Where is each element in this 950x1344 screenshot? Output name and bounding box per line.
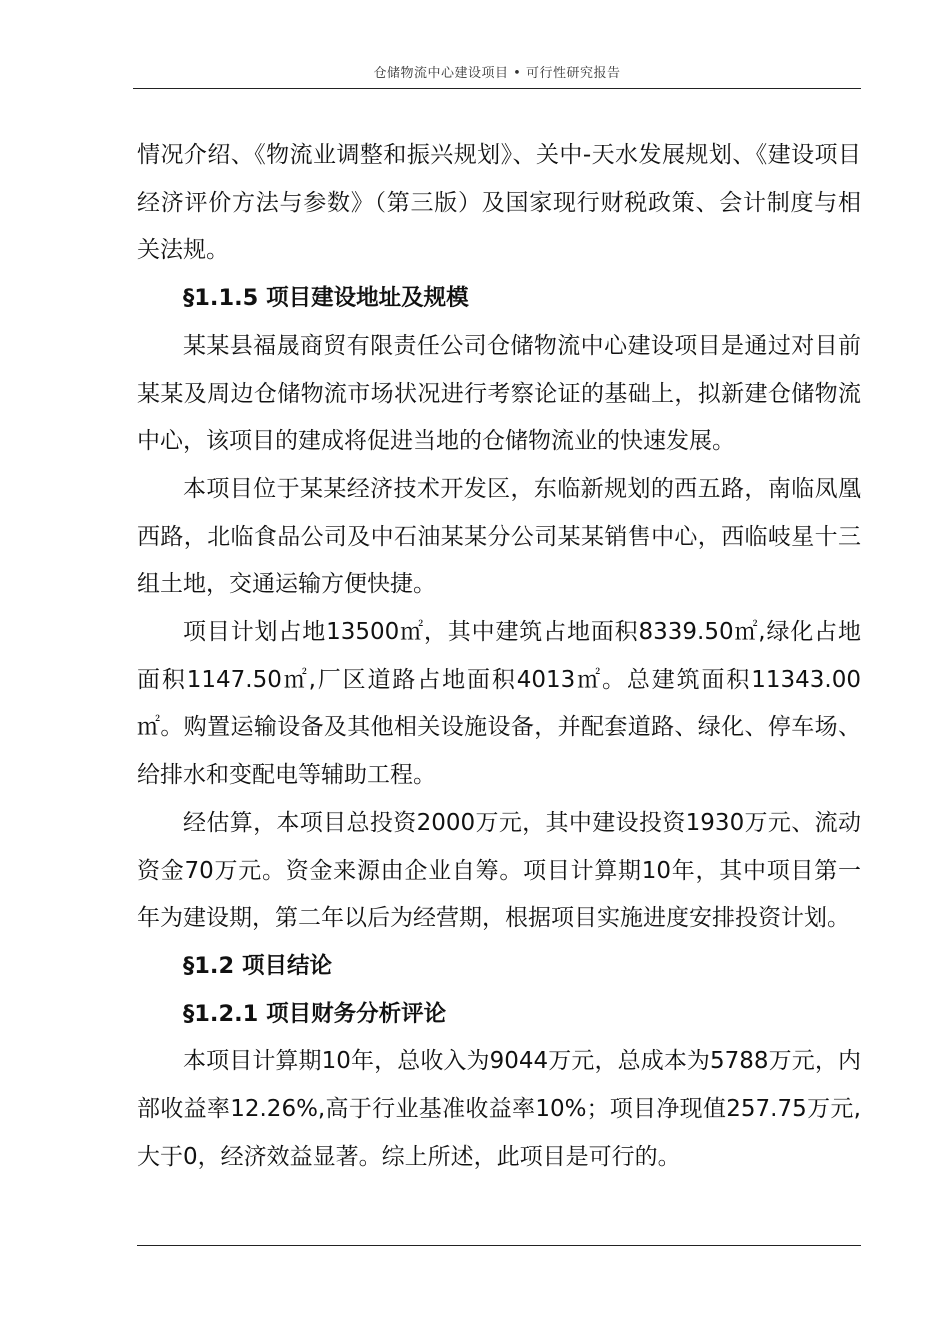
paragraph-financial-conclusion: 本项目计算期10年，总收入为9044万元，总成本为5788万元，内部收益率12.26%,高于行业基准收益率10%；项目净现值257.75万元,大于0，经济效益显著。综上所述，此项目是可行的。 [137, 1048, 861, 1170]
footer-rule [137, 1245, 861, 1246]
section-heading-1-2-1: §1.2.1 项目财务分析评论 [183, 1000, 447, 1027]
section-heading-1-1-5: §1.1.5 项目建设地址及规模 [183, 285, 469, 312]
paragraph-project-scale: 项目计划占地13500㎡，其中建筑占地面积8339.50㎡,绿化占地面积1147.50㎡,厂区道路占地面积4013㎡。总建筑面积11343.00㎡。购置运输设备及其他相关设施设备，并配套道路、绿化、停车场、给排水和变配电等辅助工程。 [137, 619, 861, 789]
paragraph-investment: 经估算，本项目总投资2000万元，其中建设投资1930万元、流动资金70万元。资金来源由企业自筹。项目计算期10年，其中项目第一年为建设期，第二年以后为经营期，根据项目实施进度安排投资计划。 [137, 809, 861, 932]
paragraph-project-location: 本项目位于某某经济技术开发区，东临新规划的西五路，南临凤凰西路，北临食品公司及中石油某某分公司某某销售中心，西临岐星十三组土地，交通运输方便快捷。 [137, 475, 861, 598]
running-header: 仓储物流中心建设项目 • 可行性研究报告 [373, 66, 621, 81]
paragraph-project-overview: 某某县福晟商贸有限责任公司仓储物流中心建设项目是通过对目前某某及周边仓储物流市场状况进行考察论证的基础上，拟新建仓储物流中心，该项目的建成将促进当地的仓储物流业的快速发展。 [137, 332, 861, 455]
section-heading-1-2: §1.2 项目结论 [183, 952, 332, 979]
paragraph-continuation: 情况介绍、《物流业调整和振兴规划》、关中-天水发展规划、《建设项目经济评价方法与参数》（第三版）及国家现行财税政策、会计制度与相关法规。 [137, 142, 861, 264]
header-rule [133, 88, 861, 89]
document-body [137, 132, 861, 1181]
